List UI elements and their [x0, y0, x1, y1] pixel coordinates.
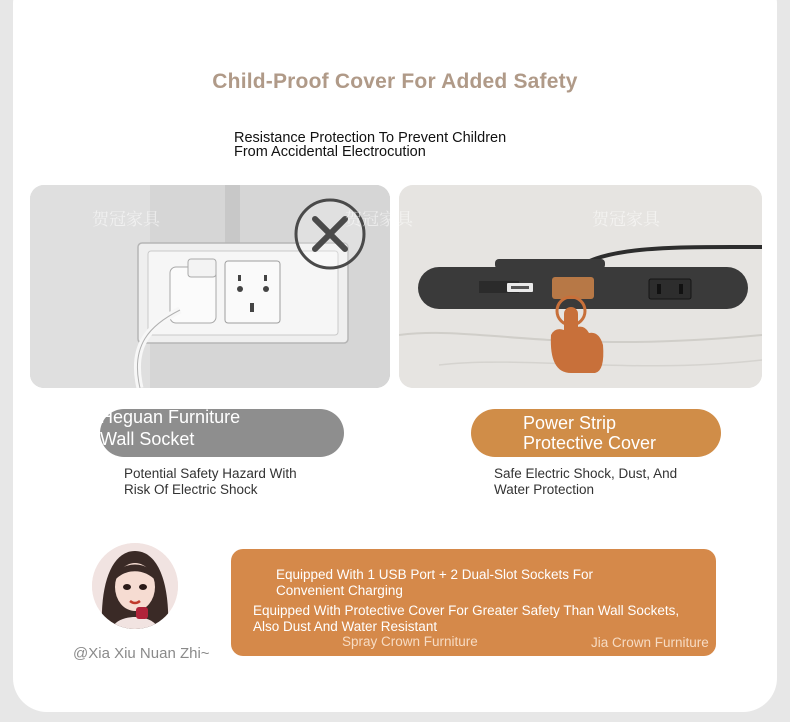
subtitle-line: From Accidental Electrocution: [234, 144, 426, 160]
pill-label-line: Heguan Furniture: [100, 407, 241, 427]
brand-watermark: Jia Crown Furniture: [591, 635, 709, 650]
feature-text: Equipped With Protective Cover For Greater Safety Than Wall Sockets,: [253, 603, 680, 618]
power-strip-illustration: [399, 185, 762, 388]
power-strip-description: [494, 466, 677, 498]
wall-socket-illustration: [30, 185, 390, 388]
usb-port-icon: [507, 283, 533, 292]
page-subtitle: [234, 131, 594, 159]
reviewer-handle: @Xia Xiu Nuan Zhi~: [73, 645, 210, 662]
power-strip-label-pill: [471, 409, 721, 457]
power-strip-photo: [399, 185, 762, 388]
watermark: 贺冠家具: [592, 210, 660, 229]
pill-label-line: Power Strip: [523, 413, 617, 433]
pill-label-line: Protective Cover: [523, 433, 657, 453]
wall-socket-description: [124, 466, 297, 498]
description-line: Risk Of Electric Shock: [124, 482, 258, 497]
feature-info-box: [231, 549, 716, 656]
watermark: 贺冠家具: [345, 210, 413, 229]
page-title: Child-Proof Cover For Added Safety: [212, 70, 578, 93]
feature-text: Also Dust And Water Resistant: [253, 619, 438, 634]
wall-socket-photo: [30, 185, 390, 388]
brand-watermark: Spray Crown Furniture: [342, 634, 478, 649]
description-line: Safe Electric Shock, Dust, And: [494, 466, 678, 481]
wall-socket-label-pill: [100, 409, 344, 457]
description-line: Water Protection: [494, 482, 595, 497]
subtitle-line: Resistance Protection To Prevent Children: [234, 130, 507, 146]
description-line: Potential Safety Hazard With: [124, 466, 297, 481]
avatar: [92, 543, 178, 629]
feature-text: Equipped With 1 USB Port + 2 Dual-Slot Sockets For: [276, 567, 594, 582]
watermark: 贺冠家具: [92, 210, 160, 229]
feature-text: Convenient Charging: [276, 583, 403, 598]
pill-label-line: Wall Socket: [100, 429, 195, 449]
avatar-illustration: [92, 543, 178, 629]
